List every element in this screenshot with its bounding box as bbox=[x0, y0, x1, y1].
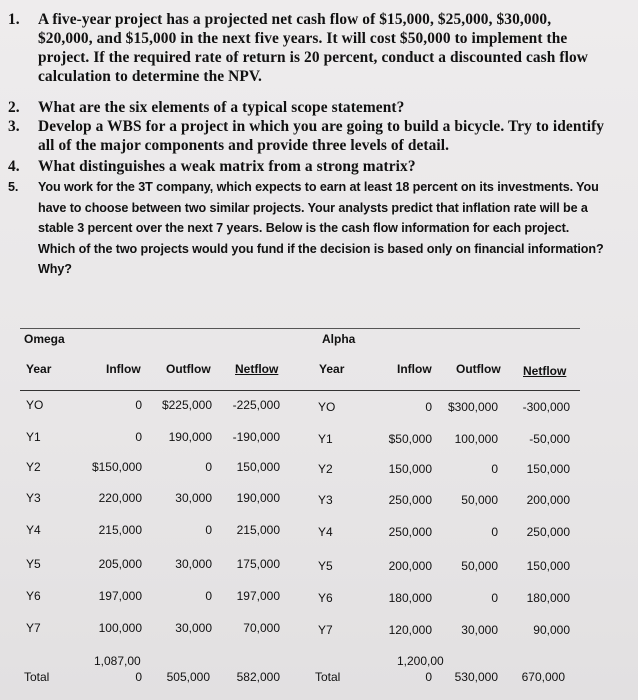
alpha-outflow-cell: 0 bbox=[491, 462, 498, 476]
alpha-year-cell: Y1 bbox=[318, 432, 333, 446]
omega-outflow-cell: 0 bbox=[205, 460, 212, 474]
omega-year-cell: YO bbox=[26, 398, 44, 412]
omega-netflow-cell: 197,000 bbox=[236, 589, 280, 603]
omega-total-inflow-line1: 1,087,00 bbox=[94, 654, 141, 668]
alpha-inflow-cell: 250,000 bbox=[388, 493, 432, 507]
omega-inflow-cell: 0 bbox=[135, 430, 142, 444]
question-number: 5. bbox=[8, 180, 19, 194]
alpha-year-cell: Y2 bbox=[318, 462, 333, 476]
alpha-title: Alpha bbox=[322, 332, 356, 346]
omega-year-cell: Y4 bbox=[26, 523, 41, 537]
omega-inflow-cell: 220,000 bbox=[98, 491, 142, 505]
question-line: Develop a WBS for a project in which you are going to build a bicycle. Try to identify bbox=[38, 118, 605, 135]
header-year-omega: Year bbox=[26, 362, 52, 376]
question-line: calculation to determine the NPV. bbox=[38, 68, 263, 85]
alpha-netflow-cell: 90,000 bbox=[533, 623, 570, 637]
alpha-outflow-cell: 30,000 bbox=[461, 623, 498, 637]
alpha-outflow-cell: $300,000 bbox=[447, 400, 498, 414]
question-number: 2. bbox=[8, 99, 20, 116]
alpha-year-cell: Y6 bbox=[318, 591, 333, 605]
alpha-total-netflow: 670,000 bbox=[521, 670, 565, 684]
omega-total-inflow-line2: 0 bbox=[135, 670, 142, 684]
omega-year-cell: Y5 bbox=[26, 557, 41, 571]
alpha-inflow-cell: 250,000 bbox=[388, 525, 432, 539]
omega-outflow-cell: 0 bbox=[205, 589, 212, 603]
alpha-total-inflow-line2: 0 bbox=[425, 670, 432, 684]
alpha-inflow-cell: 150,000 bbox=[388, 462, 432, 476]
omega-netflow-cell: -225,000 bbox=[232, 398, 280, 412]
omega-netflow-cell: 190,000 bbox=[236, 491, 280, 505]
alpha-year-cell: Y3 bbox=[318, 493, 333, 507]
question-line: $20,000, and $15,000 in the next five years. It will cost $50,000 to implement the bbox=[38, 30, 568, 47]
omega-total-label: Total bbox=[24, 670, 50, 684]
alpha-total-label: Total bbox=[315, 670, 341, 684]
header-year-alpha: Year bbox=[319, 362, 345, 376]
alpha-netflow-cell: 150,000 bbox=[526, 462, 570, 476]
alpha-year-cell: Y5 bbox=[318, 559, 333, 573]
alpha-netflow-cell: 180,000 bbox=[526, 591, 570, 605]
omega-total-netflow: 582,000 bbox=[236, 670, 280, 684]
question-2 bbox=[8, 98, 630, 118]
header-inflow-omega: Inflow bbox=[106, 362, 141, 376]
table-top-rule bbox=[20, 328, 580, 329]
omega-netflow-cell: 175,000 bbox=[236, 557, 280, 571]
question-number: 3. bbox=[8, 118, 20, 135]
question-line: have to choose between two similar projects. Your analysts predict that inflation rate will be a bbox=[38, 200, 588, 215]
omega-netflow-cell: -190,000 bbox=[232, 430, 280, 444]
omega-netflow-cell: 215,000 bbox=[236, 523, 280, 537]
header-rule bbox=[20, 390, 580, 391]
alpha-outflow-cell: 0 bbox=[491, 591, 498, 605]
alpha-outflow-cell: 50,000 bbox=[461, 493, 498, 507]
omega-title: Omega bbox=[24, 332, 65, 346]
alpha-inflow-cell: $50,000 bbox=[388, 432, 432, 446]
header-outflow-omega: Outflow bbox=[166, 362, 211, 376]
question-line: What are the six elements of a typical scope statement? bbox=[38, 99, 405, 116]
alpha-inflow-cell: 200,000 bbox=[388, 559, 432, 573]
question-line: A five-year project has a projected net cash flow of $15,000, $25,000, $30,000, bbox=[38, 11, 552, 28]
omega-inflow-cell: 205,000 bbox=[98, 557, 142, 571]
omega-inflow-cell: 197,000 bbox=[98, 589, 142, 603]
omega-outflow-cell: 30,000 bbox=[175, 621, 212, 635]
question-number: 4. bbox=[8, 158, 20, 175]
alpha-year-cell: Y4 bbox=[318, 525, 333, 539]
omega-outflow-cell: 30,000 bbox=[175, 491, 212, 505]
omega-year-cell: Y7 bbox=[26, 621, 41, 635]
question-line: all of the major components and provide three levels of detail. bbox=[38, 137, 450, 154]
omega-inflow-cell: 215,000 bbox=[98, 523, 142, 537]
cash-flow-table bbox=[0, 320, 638, 700]
alpha-outflow-cell: 0 bbox=[491, 525, 498, 539]
alpha-inflow-cell: 0 bbox=[425, 400, 432, 414]
omega-outflow-cell: 30,000 bbox=[175, 557, 212, 571]
alpha-inflow-cell: 120,000 bbox=[388, 623, 432, 637]
alpha-year-cell: Y7 bbox=[318, 623, 333, 637]
question-5 bbox=[8, 177, 630, 281]
alpha-year-cell: YO bbox=[318, 400, 336, 414]
question-3 bbox=[8, 117, 630, 157]
omega-inflow-cell: 0 bbox=[135, 398, 142, 412]
omega-outflow-cell: 190,000 bbox=[168, 430, 212, 444]
question-line: Which of the two projects would you fund if the decision is based only on financial information? bbox=[38, 241, 604, 256]
omega-year-cell: Y6 bbox=[26, 589, 41, 603]
alpha-netflow-cell: 150,000 bbox=[526, 559, 570, 573]
alpha-outflow-cell: 50,000 bbox=[461, 559, 498, 573]
alpha-netflow-cell: -300,000 bbox=[522, 400, 570, 414]
omega-inflow-cell: $150,000 bbox=[91, 460, 142, 474]
header-netflow-omega: Netflow bbox=[235, 362, 279, 376]
omega-netflow-cell: 150,000 bbox=[236, 460, 280, 474]
header-netflow-alpha: Netflow bbox=[523, 364, 567, 378]
omega-year-cell: Y1 bbox=[26, 430, 41, 444]
question-line: What distinguishes a weak matrix from a strong matrix? bbox=[38, 158, 416, 175]
alpha-netflow-cell: 200,000 bbox=[526, 493, 570, 507]
omega-total-outflow: 505,000 bbox=[166, 670, 210, 684]
alpha-outflow-cell: 100,000 bbox=[454, 432, 498, 446]
header-outflow-alpha: Outflow bbox=[456, 362, 501, 376]
omega-netflow-cell: 70,000 bbox=[243, 621, 280, 635]
question-line: Why? bbox=[38, 262, 72, 276]
header-inflow-alpha: Inflow bbox=[397, 362, 432, 376]
omega-year-cell: Y3 bbox=[26, 491, 41, 505]
alpha-total-outflow: 530,000 bbox=[454, 670, 498, 684]
omega-year-cell: Y2 bbox=[26, 460, 41, 474]
question-line: You work for the 3T company, which expects to earn at least 18 percent on its investments. You bbox=[38, 180, 599, 194]
omega-outflow-cell: 0 bbox=[205, 523, 212, 537]
omega-outflow-cell: $225,000 bbox=[161, 398, 212, 412]
question-line: stable 3 percent over the next 7 years. Below is the cash flow information for each project. bbox=[38, 221, 570, 235]
question-4 bbox=[8, 157, 630, 177]
omega-inflow-cell: 100,000 bbox=[98, 621, 142, 635]
question-1 bbox=[8, 10, 630, 90]
alpha-inflow-cell: 180,000 bbox=[388, 591, 432, 605]
alpha-netflow-cell: -50,000 bbox=[529, 432, 570, 446]
alpha-total-inflow-line1: 1,200,00 bbox=[397, 654, 444, 668]
question-number: 1. bbox=[8, 11, 20, 28]
alpha-netflow-cell: 250,000 bbox=[526, 525, 570, 539]
question-line: project. If the required rate of return is 20 percent, conduct a discounted cash flow bbox=[38, 49, 588, 66]
